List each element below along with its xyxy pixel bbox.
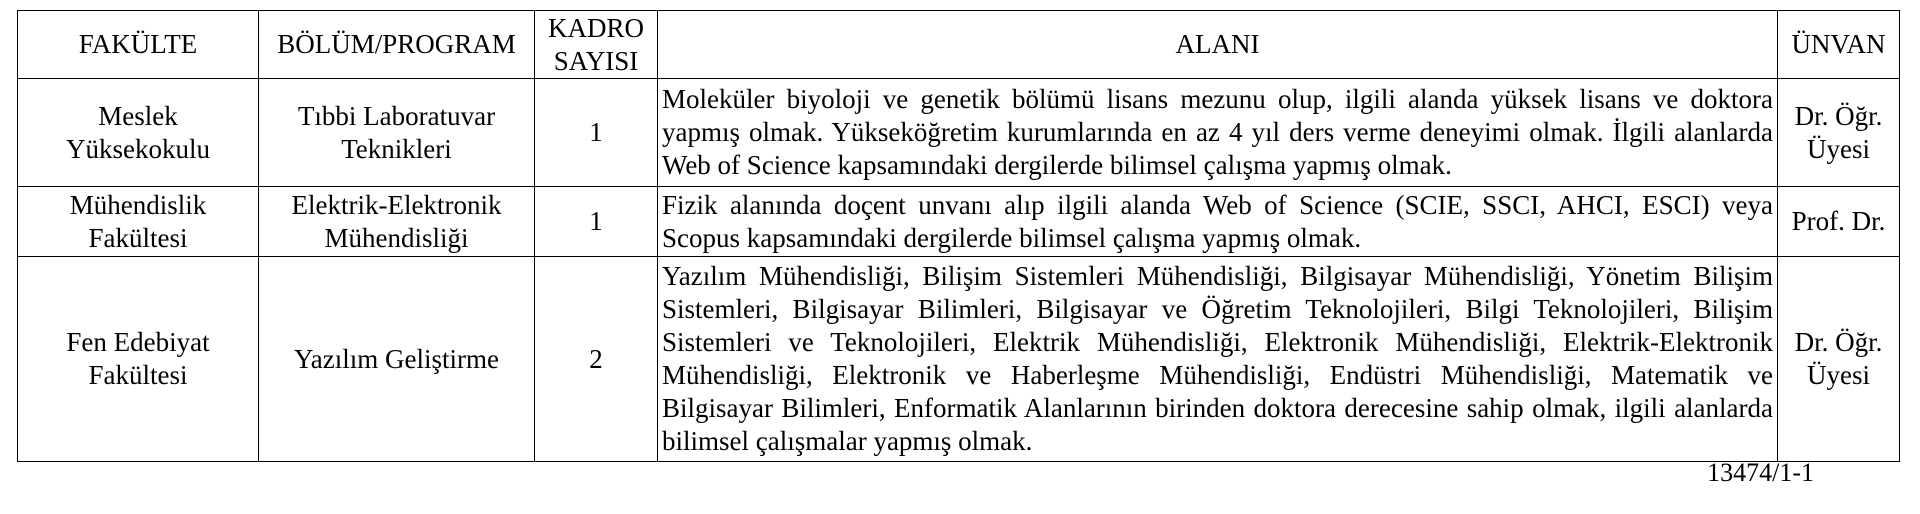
unvan-line-2: Üyesi — [1807, 360, 1870, 390]
table-row — [18, 187, 1900, 257]
header-alani: ALANI — [658, 11, 1778, 79]
bolum-line-1: Elektrik-Elektronik — [291, 189, 502, 220]
cell-fakulte — [18, 79, 259, 187]
cell-bolum — [259, 79, 535, 187]
fakulte-line-2: Fakültesi — [88, 222, 188, 253]
bolum-line-2: Teknikleri — [341, 133, 452, 164]
table-header — [18, 11, 1900, 79]
unvan-line-2: Üyesi — [1807, 133, 1870, 164]
fakulte-line-1: Fen Edebiyat — [66, 327, 210, 357]
cell-kadro-sayisi: 2 — [535, 257, 658, 462]
header-row — [18, 11, 1900, 79]
table-row — [18, 79, 1900, 187]
unvan-line-1: Dr. Öğr. — [1794, 100, 1883, 131]
cell-fakulte — [18, 257, 259, 462]
cell-bolum: Yazılım Geliştirme — [259, 257, 535, 462]
header-bolum-program: BÖLÜM/PROGRAM — [259, 11, 535, 79]
document-reference-code: 13474/1-1 — [1707, 458, 1814, 487]
fakulte-line-1: Meslek — [98, 100, 178, 131]
table-row — [18, 257, 1900, 462]
cell-unvan — [1778, 79, 1900, 187]
bolum-line-1: Tıbbi Laboratuvar — [297, 100, 496, 131]
unvan-line-1: Dr. Öğr. — [1794, 327, 1883, 357]
cell-unvan — [1778, 257, 1900, 462]
cell-alani: Fizik alanında doçent unvanı alıp ilgili alanda Web of Science (SCIE, SSCI, AHCI, ESCI) veya Scopus kapsamındaki dergilerde bilimsel çalışma yapmış olmak. — [658, 187, 1778, 257]
header-kadro-line-2: SAYISI — [553, 45, 639, 76]
header-kadro-sayisi — [535, 11, 658, 79]
header-kadro-line-1: KADRO — [547, 12, 644, 43]
header-unvan: ÜNVAN — [1778, 11, 1900, 79]
faculty-position-table — [17, 10, 1900, 462]
cell-alani: Yazılım Mühendisliği, Bilişim Sistemleri Mühendisliği, Bilgisayar Mühendisliği, Yönetim Bilişim Sistemleri, Bilgisayar Bilimleri, Bilgisayar ve Öğretim Teknolojileri, Bilgi Teknolojileri, Bilişim Sistemleri ve Teknolojileri, Elektrik Mühendisliği, Elektronik Mühendisliği, Elektrik-Elektronik Mühendisliği, Elektronik ve Haberleşme Mühendisliği, Endüstri Mühendisliği, Matematik ve Bilgisayar Bilimleri, Enformatik Alanlarının birinden doktora derecesine sahip olmak, ilgili alanlarda bilimsel çalışmalar yapmış olmak. — [658, 257, 1778, 462]
cell-alani: Moleküler biyoloji ve genetik bölümü lisans mezunu olup, ilgili alanda yüksek lisans ve doktora yapmış olmak. Yükseköğretim kurumlarında en az 4 yıl ders verme deneyimi olmak. İlgili alanlarda Web of Science kapsamındaki dergilerde bilimsel çalışma yapmış olmak. — [658, 79, 1778, 187]
table-body — [18, 79, 1900, 462]
cell-kadro-sayisi: 1 — [535, 79, 658, 187]
bolum-line-2: Mühendisliği — [324, 222, 469, 253]
fakulte-line-1: Mühendislik — [69, 189, 207, 220]
fakulte-line-2: Yüksekokulu — [66, 133, 210, 164]
fakulte-line-2: Fakültesi — [88, 360, 188, 390]
cell-bolum — [259, 187, 535, 257]
cell-kadro-sayisi: 1 — [535, 187, 658, 257]
header-fakulte: FAKÜLTE — [18, 11, 259, 79]
cell-unvan: Prof. Dr. — [1778, 187, 1900, 257]
cell-fakulte — [18, 187, 259, 257]
